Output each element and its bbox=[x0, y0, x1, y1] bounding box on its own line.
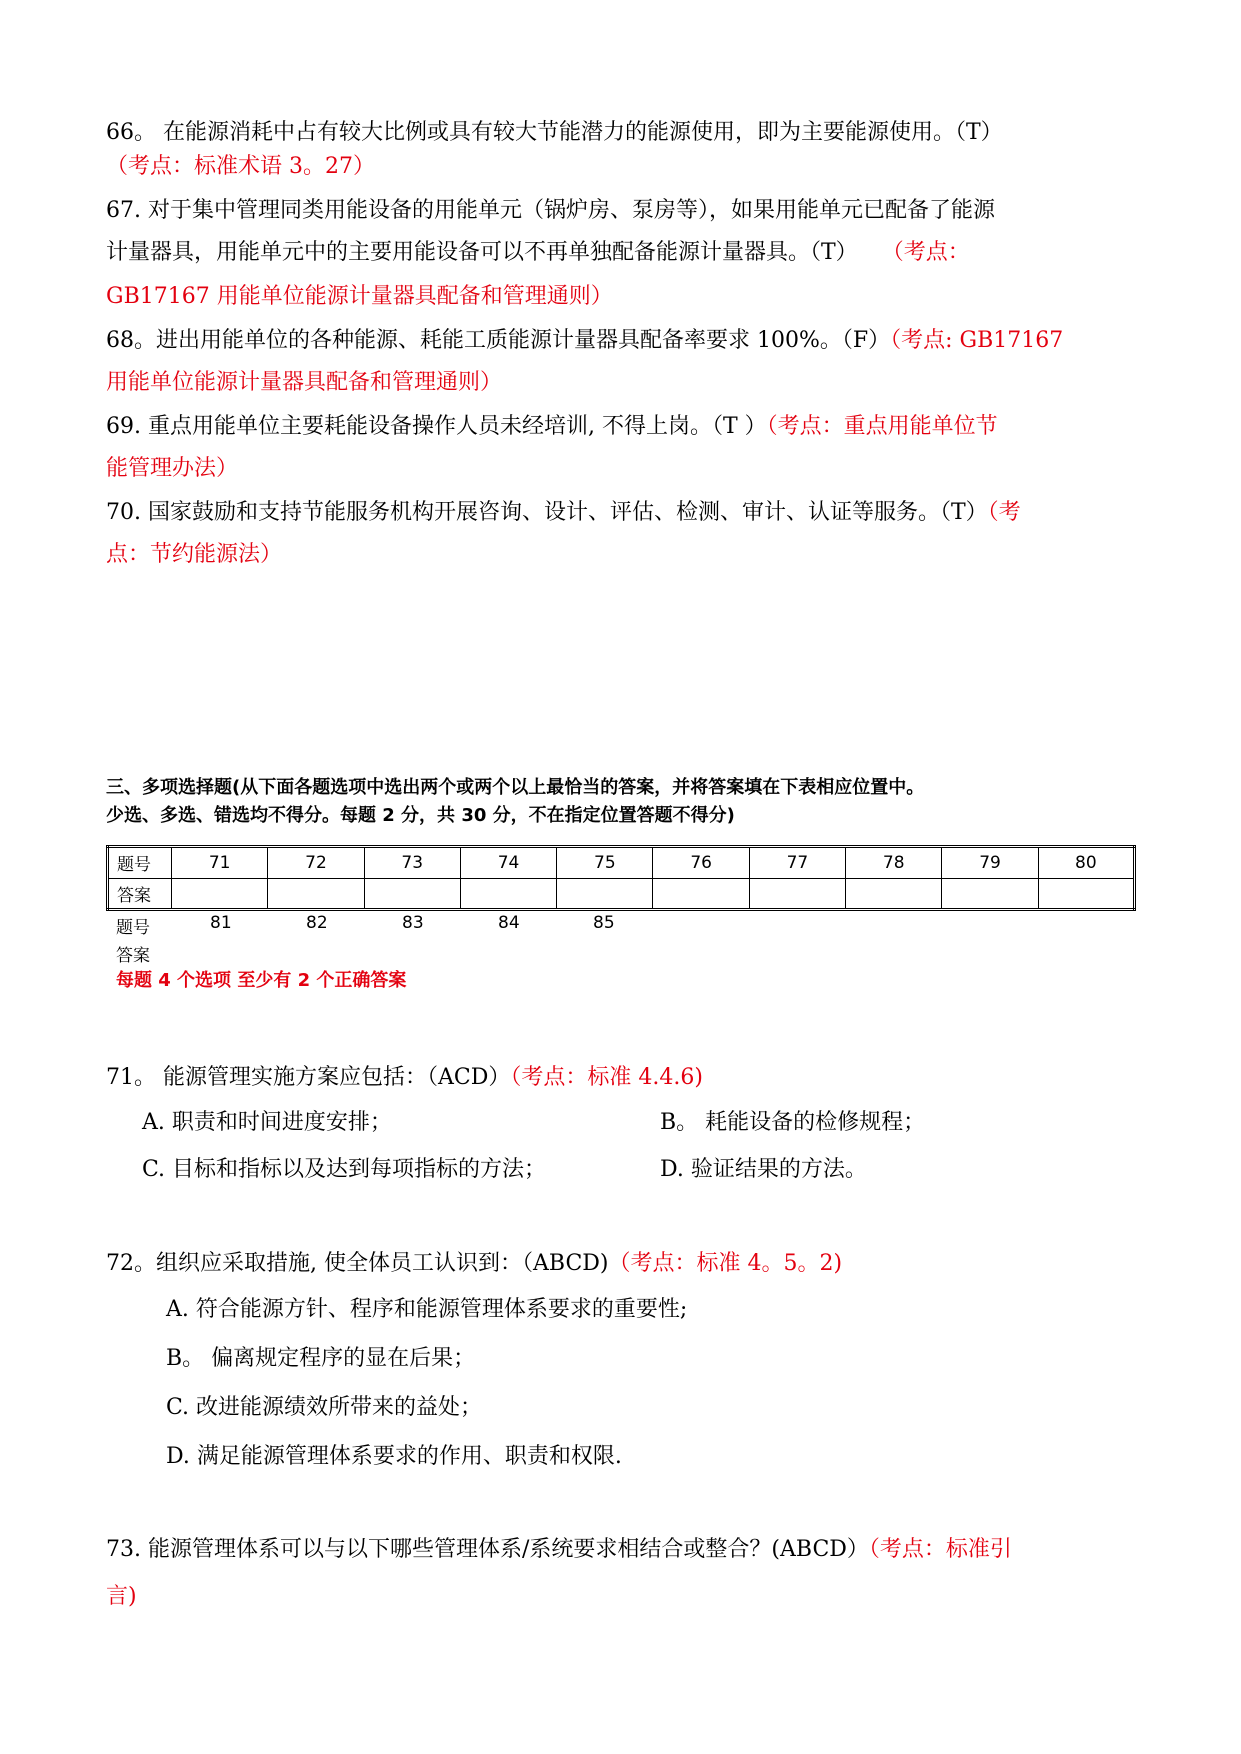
answer-cell[interactable] bbox=[653, 878, 749, 910]
question-note: （考点：标准 4.4.6) bbox=[510, 1065, 703, 1090]
table-cell: 74 bbox=[460, 847, 556, 879]
question-note: （考点：重点用能单位节 bbox=[766, 414, 998, 439]
question-note: （考 bbox=[987, 500, 1021, 525]
question-note: （考点：标准 4。5。2) bbox=[608, 1251, 843, 1276]
question-text: 73. 能源管理体系可以与以下哪些管理体系/系统要求相结合或整合？(ABCD） bbox=[106, 1537, 869, 1562]
question-72 bbox=[106, 1249, 842, 1279]
question-70-note: 点：节约能源法） bbox=[106, 542, 283, 567]
question-text: 68。进出用能单位的各种能源、耗能工质能源计量器具配备率要求 100%。（F） bbox=[106, 328, 891, 353]
hint-text: 每题 4 个选项 至少有 2 个正确答案 bbox=[116, 970, 407, 991]
question-note: （考点: GB17167 bbox=[890, 328, 1064, 353]
question-text: 计量器具，用能单元中的主要用能设备可以不再单独配备能源计量器具。（T） bbox=[106, 240, 858, 265]
table-cell: 73 bbox=[364, 847, 460, 879]
answer-cell[interactable] bbox=[268, 878, 364, 910]
answer-cell[interactable] bbox=[172, 878, 268, 910]
question-67-line2 bbox=[106, 238, 970, 268]
answer-cell[interactable] bbox=[460, 878, 556, 910]
table-cell: 76 bbox=[653, 847, 749, 879]
table-cell: 81 bbox=[210, 913, 232, 933]
row-label-question: 题号 bbox=[108, 847, 172, 879]
question-73 bbox=[106, 1535, 1012, 1565]
question-text: 72。组织应采取措施, 使全体员工认识到：（ABCD) bbox=[106, 1251, 609, 1276]
answer-cell[interactable] bbox=[942, 878, 1038, 910]
question-text: 66。 在能源消耗中占有较大比例或具有较大节能潜力的能源使用，即为主要能源使用。（T） bbox=[106, 120, 1003, 145]
table-row bbox=[108, 878, 1135, 910]
option-b: B。 耗能设备的检修规程； bbox=[660, 1110, 926, 1135]
option-a: A. 符合能源方针、程序和能源管理体系要求的重要性; bbox=[166, 1297, 688, 1322]
answer-table bbox=[106, 845, 1136, 911]
question-68-note: 用能单位能源计量器具配备和管理通则） bbox=[106, 370, 503, 395]
option-a: A. 职责和时间进度安排； bbox=[142, 1110, 392, 1135]
question-66-note: （考点：标准术语 3。27） bbox=[106, 154, 375, 179]
question-67-note: GB17167 用能单位能源计量器具配备和管理通则） bbox=[106, 284, 613, 309]
question-note: （考点：标准引 bbox=[868, 1537, 1012, 1562]
question-note: （考点： bbox=[881, 240, 970, 265]
row-label-answer-2: 答案 bbox=[116, 946, 150, 966]
section-title: 三、多项选择题(从下面各题选项中选出两个或两个以上最恰当的答案，并将答案填在下表相应位置中。 bbox=[106, 777, 925, 798]
question-text: 71。 能源管理实施方案应包括：（ACD） bbox=[106, 1065, 511, 1090]
table-cell: 75 bbox=[557, 847, 653, 879]
question-69-line1 bbox=[106, 412, 998, 442]
section-subtitle: 少选、多选、错选均不得分。每题 2 分，共 30 分，不在指定位置答题不得分) bbox=[106, 805, 735, 826]
table-cell: 79 bbox=[942, 847, 1038, 879]
question-text: 69. 重点用能单位主要耗能设备操作人员未经培训, 不得上岗。（T ） bbox=[106, 414, 767, 439]
question-70-line1 bbox=[106, 498, 1021, 528]
row-label-question-2: 题号 bbox=[116, 918, 150, 938]
table-cell: 83 bbox=[402, 913, 424, 933]
option-c: C. 改进能源绩效所带来的益处； bbox=[166, 1395, 483, 1420]
option-d: D. 满足能源管理体系要求的作用、职责和权限. bbox=[166, 1444, 622, 1469]
table-cell: 72 bbox=[268, 847, 364, 879]
answer-cell[interactable] bbox=[846, 878, 942, 910]
option-d: D. 验证结果的方法。 bbox=[660, 1157, 867, 1182]
question-67-line1: 67. 对于集中管理同类用能设备的用能单元（锅炉房、泵房等），如果用能单元已配备了能源 bbox=[106, 198, 995, 223]
table-cell: 78 bbox=[846, 847, 942, 879]
question-66 bbox=[106, 118, 1003, 148]
row-label-answer: 答案 bbox=[108, 878, 172, 910]
question-69-note: 能管理办法） bbox=[106, 456, 239, 481]
table-row bbox=[108, 847, 1135, 879]
question-text: 70. 国家鼓励和支持节能服务机构开展咨询、设计、评估、检测、审计、认证等服务。（T） bbox=[106, 500, 988, 525]
answer-cell[interactable] bbox=[749, 878, 845, 910]
table-cell: 85 bbox=[593, 913, 615, 933]
question-68-line1 bbox=[106, 326, 1063, 356]
table-cell: 82 bbox=[306, 913, 328, 933]
answer-cell[interactable] bbox=[364, 878, 460, 910]
answer-cell[interactable] bbox=[557, 878, 653, 910]
table-cell: 80 bbox=[1038, 847, 1134, 879]
table-cell: 84 bbox=[498, 913, 520, 933]
option-b: B。 偏离规定程序的显在后果； bbox=[166, 1346, 476, 1371]
answer-cell[interactable] bbox=[1038, 878, 1134, 910]
option-c: C. 目标和指标以及达到每项指标的方法； bbox=[142, 1157, 547, 1182]
table-cell: 77 bbox=[749, 847, 845, 879]
question-73-note: 言) bbox=[106, 1584, 137, 1609]
question-71 bbox=[106, 1063, 703, 1093]
table-cell: 71 bbox=[172, 847, 268, 879]
